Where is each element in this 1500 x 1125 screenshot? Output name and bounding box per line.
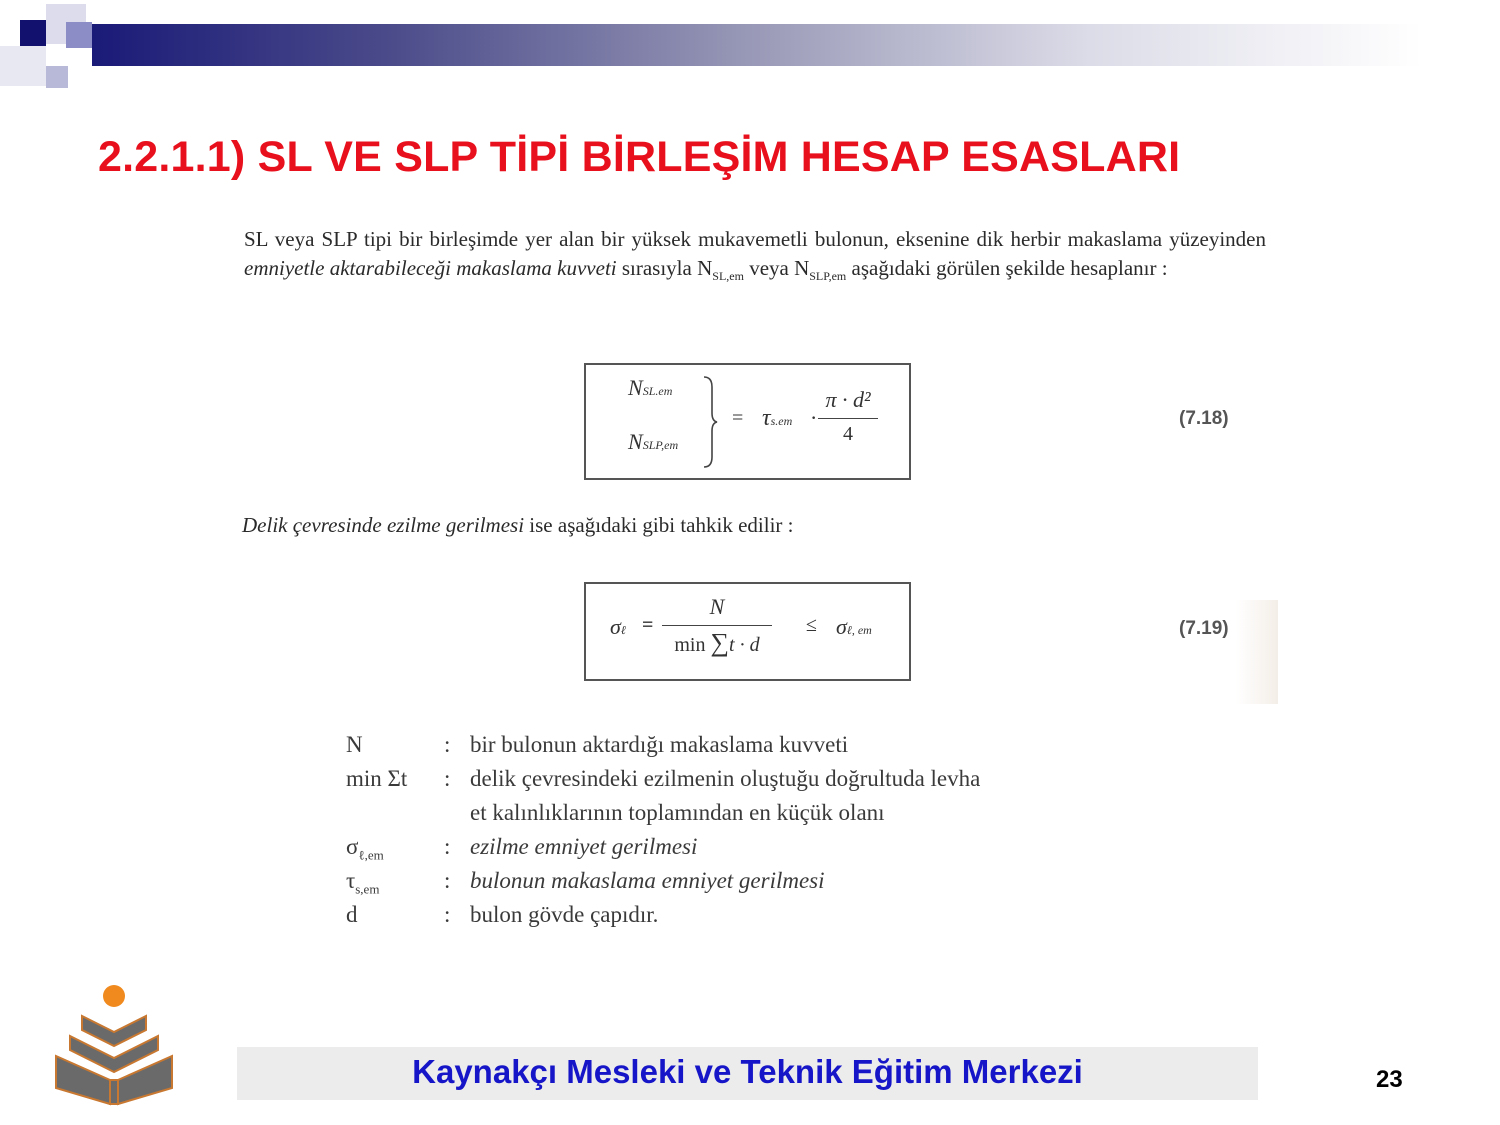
slide-title: 2.2.1.1) SL VE SLP TİPİ BİRLEŞİM HESAP ESASLARI xyxy=(98,133,1181,181)
eq2-min: min xyxy=(674,634,706,656)
eq1-n-top xyxy=(628,375,672,401)
paragraph-text: sırasıyla N xyxy=(616,256,713,280)
eq2-numerator: N xyxy=(709,594,725,619)
eq2-sigma-sub: ℓ xyxy=(620,623,626,637)
symbol-definition: bulonun makaslama emniyet gerilmesi xyxy=(470,868,825,893)
delik-italic-text: Delik çevresinde ezilme gerilmesi xyxy=(242,513,525,537)
eq1-n-bottom xyxy=(628,429,678,455)
symbol-term: N xyxy=(346,732,363,757)
eq1-tau xyxy=(762,405,792,432)
eq2-rhs-sub: ℓ, em xyxy=(846,623,872,637)
eq2-sum-symbol: ∑ xyxy=(710,628,730,657)
eq2-equals: = xyxy=(642,614,654,636)
symbol-colon: : xyxy=(444,732,451,757)
scan-edge-shading xyxy=(1236,600,1278,704)
eq1-fraction-bar xyxy=(818,418,878,419)
eq2-rhs-symbol: σ xyxy=(836,614,847,639)
eq1-n-symbol: N xyxy=(628,429,643,454)
symbol-term: d xyxy=(346,902,358,927)
scanned-excerpt xyxy=(214,215,1278,705)
paragraph-text: SL veya SLP tipi bir birleşimde yer alan bir yüksek mukavemetli bulonun, eksenine dik herbir makaslama yüzeyinden xyxy=(244,227,1266,251)
eq1-n-symbol: N xyxy=(628,375,643,400)
header-square-decoration xyxy=(46,66,68,88)
symbol-term: $\tau_{s,em}$ xyxy=(346,868,380,897)
eq1-dot: · xyxy=(810,405,818,430)
right-brace-icon xyxy=(702,375,718,469)
equation-number-7-18: (7.18) xyxy=(1179,408,1229,429)
intro-paragraph xyxy=(244,225,1266,291)
eq1-tau-symbol: τ xyxy=(762,405,771,431)
eq2-sigma-lhs xyxy=(610,614,626,640)
eq2-denominator xyxy=(662,628,772,658)
symbol-definition: ezilme emniyet gerilmesi xyxy=(470,834,698,859)
symbol-definition: delik çevresindeki ezilmenin oluştuğu doğrultuda levha xyxy=(470,766,981,791)
eq1-equals: = xyxy=(732,407,744,429)
eq2-den-rest: t · d xyxy=(729,634,760,656)
delik-sentence xyxy=(242,513,794,538)
eq1-n-sub-bottom: SLP,em xyxy=(642,438,679,452)
paragraph-subscript: SL,em xyxy=(712,269,744,284)
header-square-decoration xyxy=(0,46,46,86)
symbol-definition: bulon gövde çapıdır. xyxy=(470,902,659,927)
symbol-definition-continuation: et kalınlıklarının toplamından en küçük olanı xyxy=(470,800,885,825)
eq1-denominator: 4 xyxy=(843,423,853,445)
equation-number-7-19: (7.19) xyxy=(1179,618,1229,639)
symbol-colon: : xyxy=(444,868,451,893)
eq1-n-sub-top: SL.em xyxy=(642,384,673,398)
symbol-colon: : xyxy=(444,766,451,791)
book-leaf-logo-icon xyxy=(52,984,176,1108)
eq2-leq: ≤ xyxy=(806,614,817,636)
header-square-decoration xyxy=(20,20,46,46)
header-gradient-bar xyxy=(92,24,1422,66)
symbol-colon: : xyxy=(444,834,451,859)
paragraph-text: aşağıdaki görülen şekilde hesaplanır : xyxy=(846,256,1168,280)
equation-box-7-19 xyxy=(584,582,911,681)
delik-text: ise aşağıdaki gibi tahkik edilir : xyxy=(524,513,794,537)
footer-institution-name: Kaynakçı Mesleki ve Teknik Eğitim Merkezi xyxy=(412,1053,1083,1090)
symbol-colon: : xyxy=(444,902,451,927)
paragraph-subscript: SLP,em xyxy=(809,269,847,284)
symbol-term: $\sigma_{\ell,em}$ xyxy=(346,834,384,863)
symbol-definition: bir bulonun aktardığı makaslama kuvveti xyxy=(470,732,849,757)
eq2-sigma-symbol: σ xyxy=(610,614,621,639)
footer-bar xyxy=(237,1047,1258,1100)
eq1-tau-sub: s.em xyxy=(770,414,793,428)
eq2-sigma-rhs xyxy=(836,614,872,640)
equation-box-7-18 xyxy=(584,363,911,480)
page-number: 23 xyxy=(1376,1066,1403,1093)
eq1-numerator: π · d² xyxy=(825,387,871,412)
eq2-fraction-bar xyxy=(662,625,772,626)
paragraph-text: veya N xyxy=(743,256,810,280)
symbol-term: min Σt xyxy=(346,766,408,791)
header-square-decoration xyxy=(66,22,92,48)
paragraph-italic-text: emniyetle aktarabileceği makaslama kuvveti xyxy=(244,256,617,280)
